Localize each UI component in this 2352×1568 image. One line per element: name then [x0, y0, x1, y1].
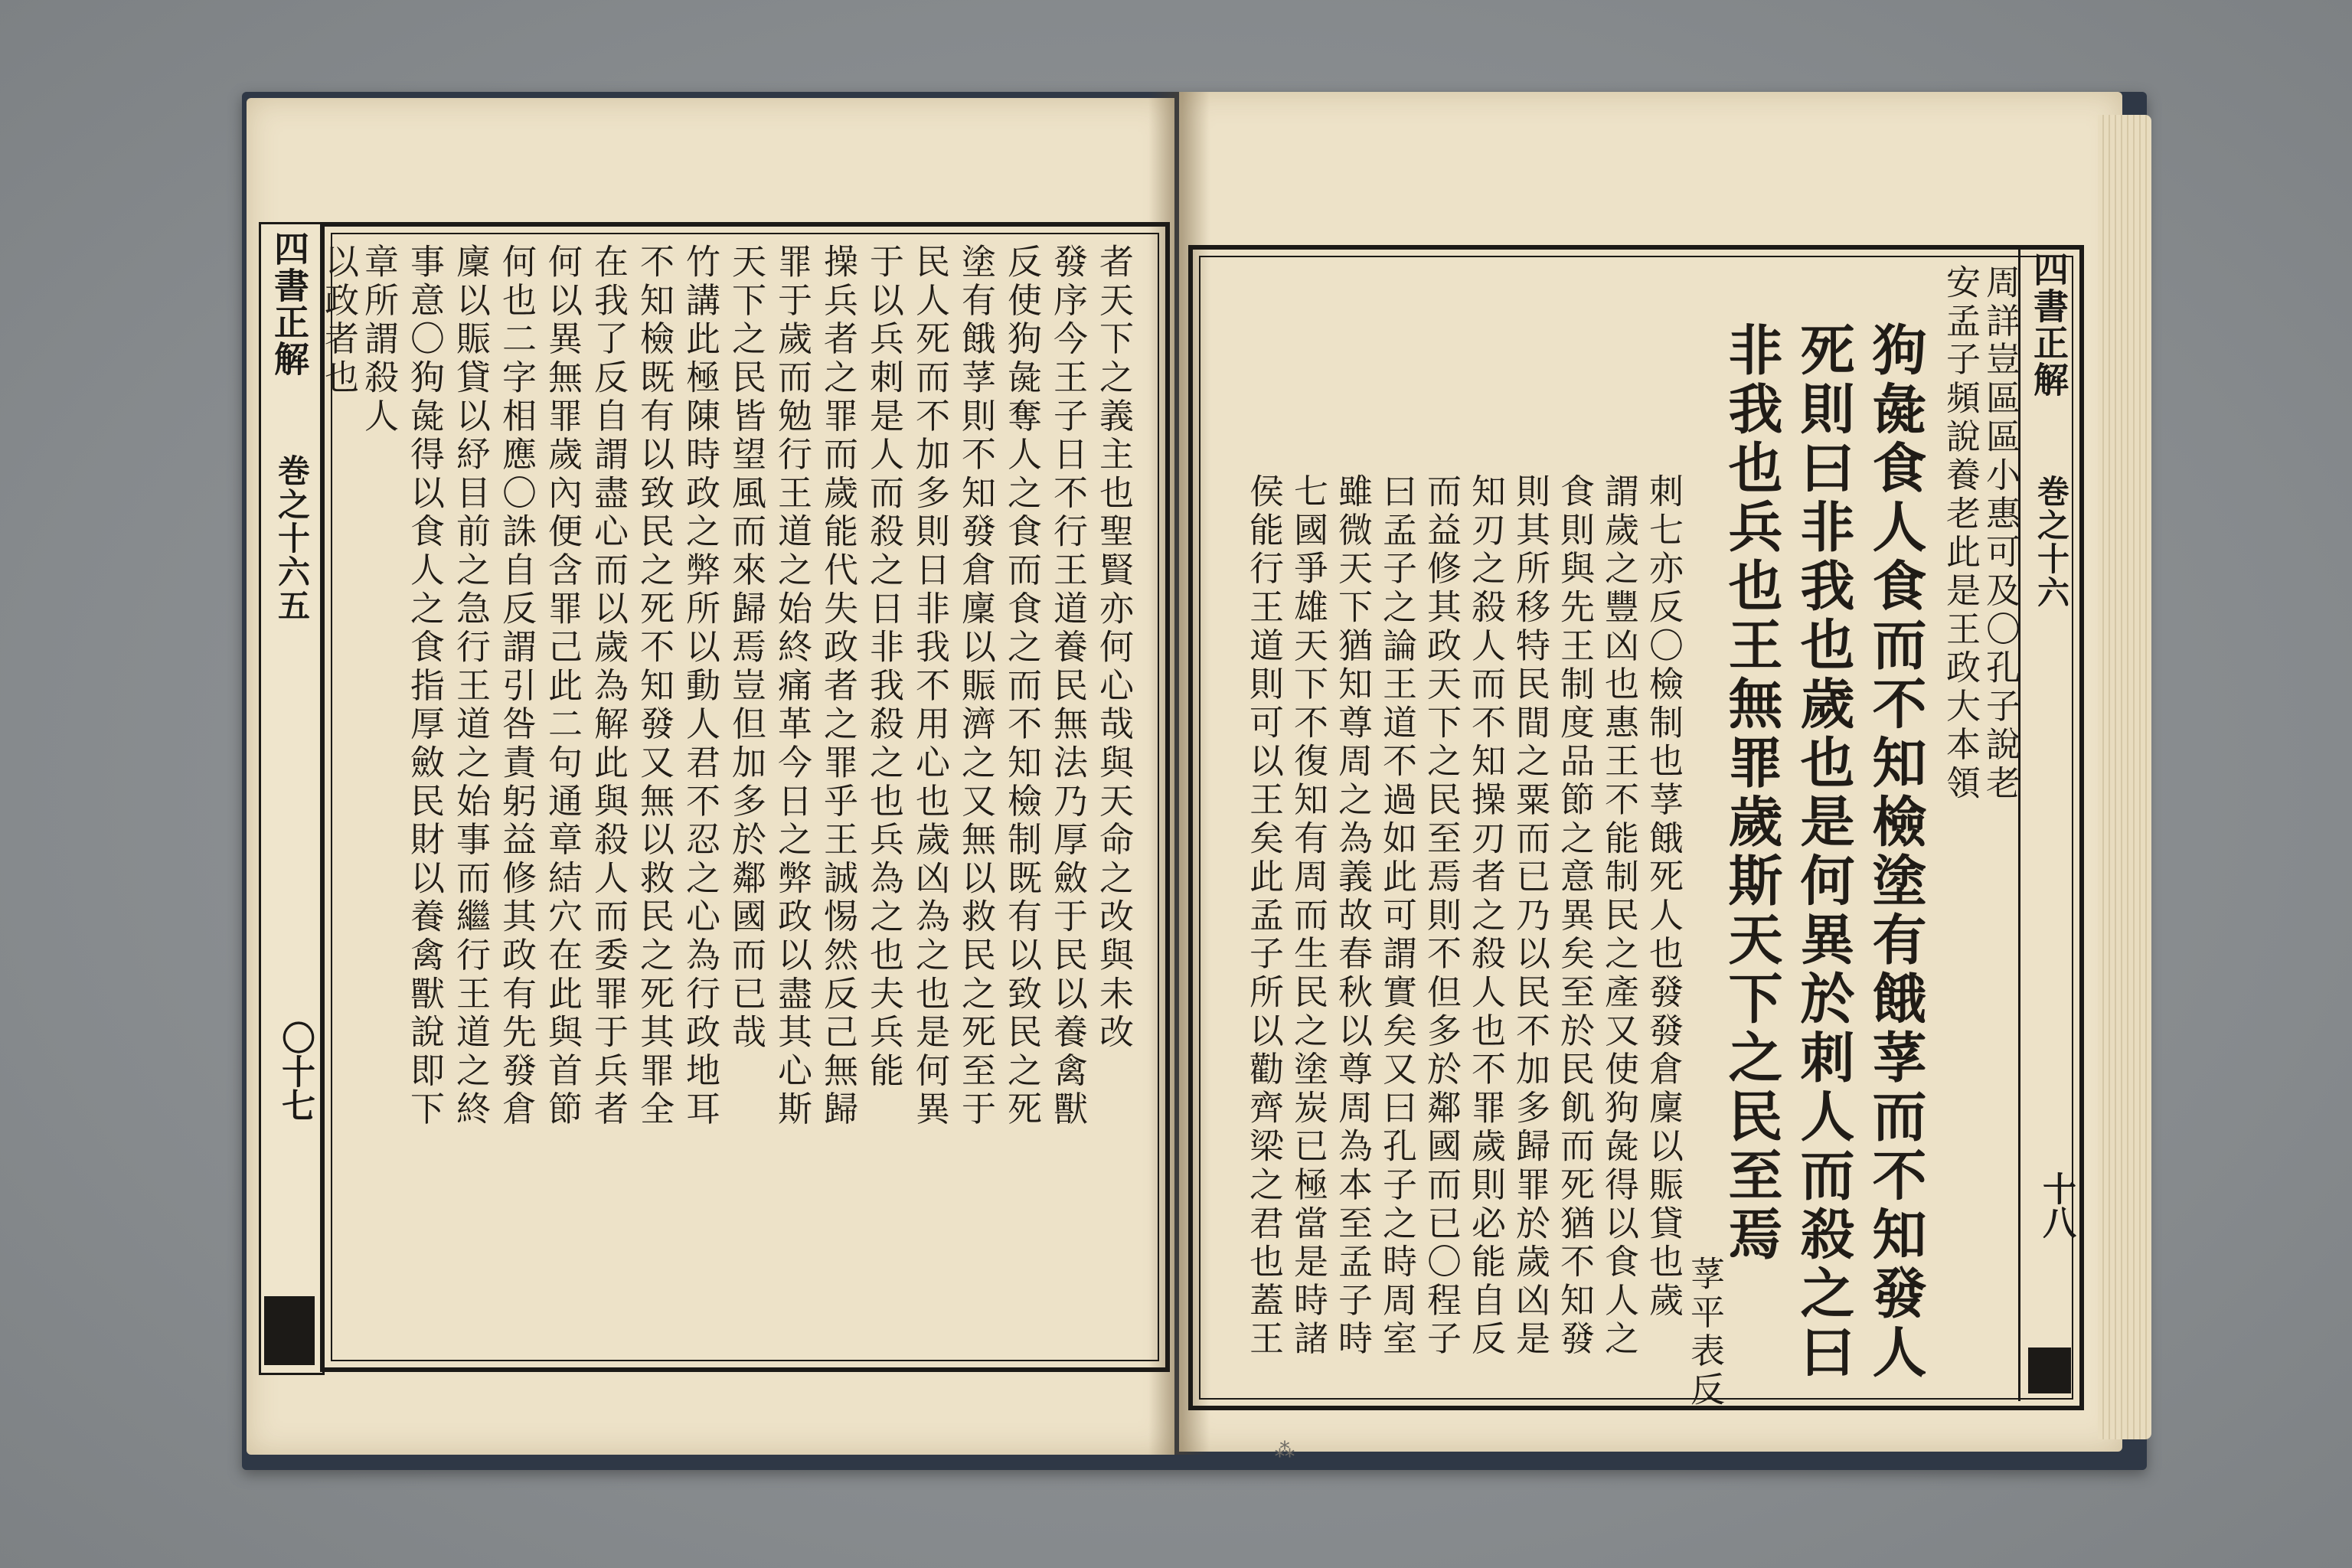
right-commentary-5: 謂歲之豐凶也惠王不能制民之產又使狗彘得以食人之 — [1599, 473, 1639, 1359]
left-col-1: 者天下之義主也聖賢亦何心哉與天命之改與未改 — [1093, 243, 1134, 1053]
right-commentary-8: 知刃之殺人而不知操刃者之殺人也不罪歲則必能自反 — [1465, 473, 1506, 1359]
left-folio: 〇十七 — [276, 1021, 315, 1122]
left-spine-title: 四書正解 — [269, 230, 310, 377]
binding-thread-mark: ⁂ — [1275, 1439, 1295, 1462]
left-fishtail-mark — [264, 1296, 315, 1365]
right-commentary-10: 曰孟子之論王道不過如此可謂實矣又曰孔子之時周室 — [1377, 473, 1417, 1359]
left-col-3: 反使狗彘奪人之食而食之而不知檢制既有以致民之死 — [1001, 243, 1042, 1129]
left-col-4: 塗有餓莩則不知發倉廩以賑濟之又無以救民之死至于 — [956, 243, 996, 1129]
left-col-18: 以政者也 — [318, 243, 359, 398]
left-col-7: 操兵者之罪而歲能代失政者之罪乎王誠惕然反己無歸 — [818, 243, 858, 1129]
main-text-col-1: 狗彘食人食而不知檢塗有餓莩而不知發人 — [1864, 322, 1928, 1383]
right-commentary-13: 侯能行王道則可以王矣此孟子所以勸齊梁之君也蓋王 — [1243, 473, 1284, 1359]
main-text-col-3: 非我也兵也王無罪歲斯天下之民至焉 — [1720, 322, 1784, 1265]
left-col-8: 罪于歲而勉行王道之始終痛革今日之弊政以盡其心斯 — [772, 243, 812, 1129]
left-col-11: 不知檢既有以致民之死不知發又無以救民之死其罪全 — [634, 243, 675, 1129]
right-commentary-12: 七國爭雄天下不復知有周而生民之塗炭已極當是時諸 — [1288, 473, 1328, 1359]
right-commentary-1: 周詳豈區區小惠可及〇孔子說老 — [1980, 264, 2020, 804]
right-commentary-4: 刺七亦反〇檢制也莩餓死人也發發倉廩以賑貸也歲 — [1643, 473, 1684, 1321]
left-col-2: 發序今王子日不行王道養民無法乃厚斂于民以養禽獸 — [1047, 243, 1088, 1129]
right-commentary-11: 雖微天下猶知尊周之為義故春秋以尊周為本至孟子時 — [1332, 473, 1373, 1359]
left-col-12: 在我了反自謂盡心而以歲為解此與殺人而委罪于兵者 — [588, 243, 629, 1129]
left-col-5: 民人死而不加多則日非我不用心也歲凶為之也是何異 — [910, 243, 950, 1129]
left-col-9: 天下之民皆望風而來歸焉豈但加多於鄰國而已哉 — [726, 243, 766, 1053]
left-col-14: 何也二字相應〇誅自反謂引咎責躬益修其政有先發倉 — [496, 243, 537, 1129]
left-spine-volume: 巻之十六五 — [273, 454, 311, 622]
left-spine-panel — [259, 222, 325, 1375]
right-folio: 十八 — [2037, 1171, 2076, 1239]
page-edges — [2098, 115, 2151, 1439]
left-col-15: 廩以賑貸以紓目前之急行王道之始事而繼行王道之終 — [450, 243, 491, 1129]
right-commentary-9: 而益修其政天下之民至焉則不但多於鄰國而已〇程子 — [1421, 473, 1462, 1359]
left-col-17: 章所謂殺人 — [358, 243, 399, 436]
right-commentary-2: 安孟子頻說養老此是王政大本領 — [1940, 264, 1981, 804]
right-spine-title: 四書正解 — [2028, 251, 2069, 398]
right-fishtail-mark — [2028, 1348, 2071, 1393]
right-commentary-7: 則其所移特民間之粟而已乃以民不加多歸罪於歲凶是 — [1510, 473, 1550, 1359]
right-spine-volume: 巻之十六 — [2033, 475, 2070, 609]
pronunciation-note: 莩平表反 — [1684, 1256, 1725, 1410]
left-col-16: 事意〇狗彘得以食人之食指厚斂民財以養禽獸說即下 — [404, 243, 445, 1129]
left-col-10: 竹講此極陳時政之弊所以動人君不忍之心為行政地耳 — [680, 243, 720, 1129]
right-commentary-6: 食則與先王制度品節之意異矣至於民飢而死猶不知發 — [1554, 473, 1595, 1359]
right-spine-panel — [2018, 245, 2079, 1401]
left-col-13: 何以異無罪歲內便含罪己此二句通章結穴在此與首節 — [542, 243, 583, 1129]
left-col-6: 于以兵刺是人而殺之日非我殺之也兵為之也夫兵能 — [864, 243, 904, 1091]
main-text-col-2: 死則曰非我也歲也是何異於刺人而殺之曰 — [1792, 322, 1856, 1383]
